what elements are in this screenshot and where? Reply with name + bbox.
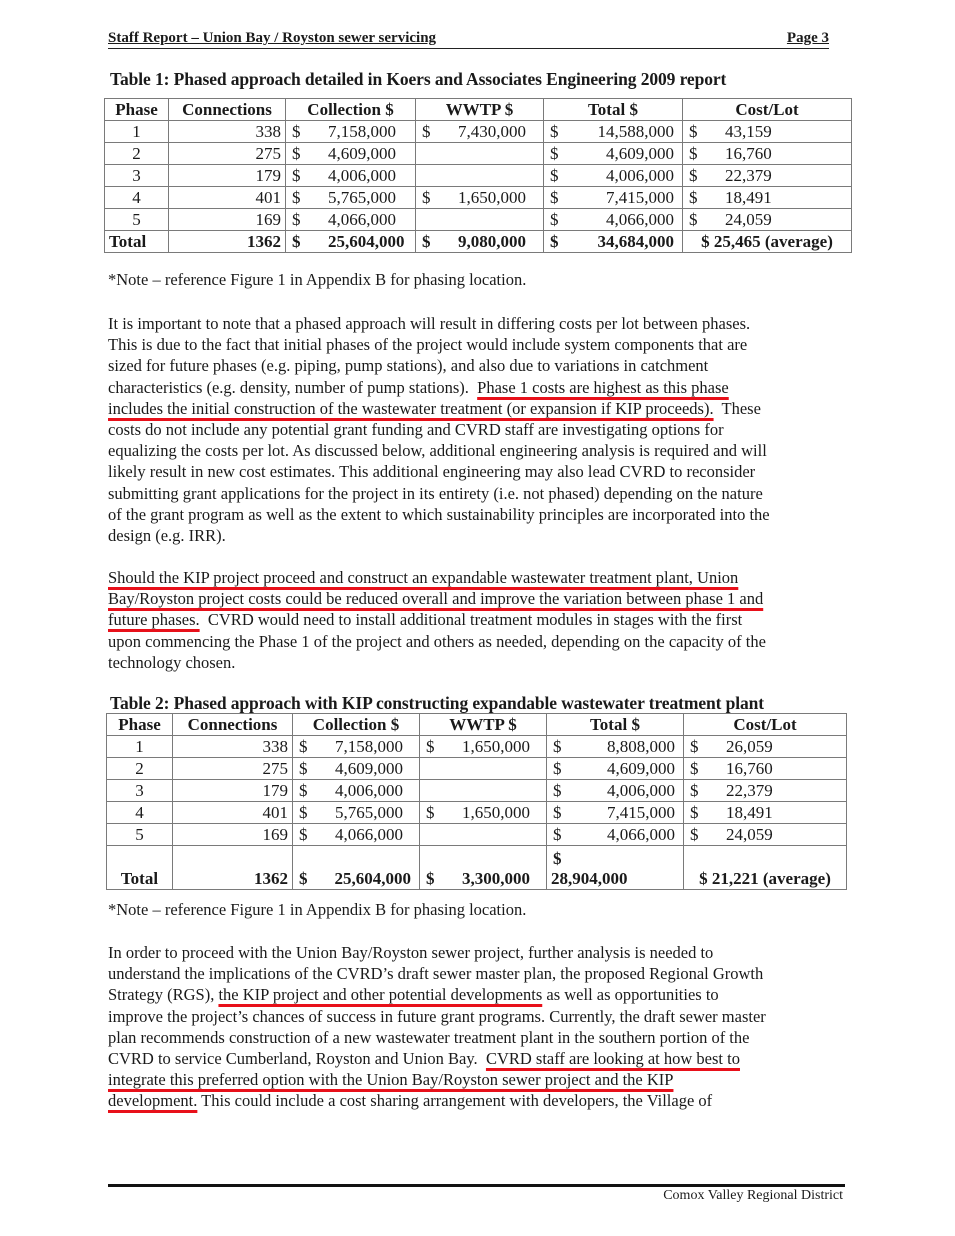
amount: 7,415,000 — [607, 802, 675, 822]
text-line — [108, 1006, 848, 1027]
money-value — [548, 166, 678, 186]
text-line — [108, 652, 848, 673]
cell-total — [547, 824, 684, 846]
money-value — [548, 122, 678, 142]
cell-phase: 5 — [105, 209, 169, 231]
cell-collection — [293, 736, 420, 758]
col-phase: Phase — [107, 714, 173, 736]
amount: 7,158,000 — [328, 121, 396, 141]
amount: 25,604,000 — [334, 869, 411, 888]
text-run: of the grant program as well as the extent to which sustainability principles are incorporated into the — [108, 504, 770, 524]
cell-cost-lot — [683, 209, 852, 231]
money-value — [420, 232, 539, 252]
highlighted-text: integrate this preferred option with the Union Bay/Royston sewer project and the KIP — [108, 1070, 674, 1090]
footer-organization: Comox Valley Regional District — [663, 1188, 843, 1203]
cell-connections: 169 — [169, 209, 286, 231]
cell-collection — [293, 846, 420, 890]
amount: 7,430,000 — [458, 121, 526, 141]
page-number: Page 3 — [786, 30, 829, 46]
currency-symbol: $ — [550, 187, 559, 207]
text-run: These — [713, 398, 761, 418]
cell-total — [547, 758, 684, 780]
cell-collection — [286, 187, 416, 209]
text-run: as well as opportunities to — [542, 985, 719, 1005]
text-line — [108, 419, 848, 440]
cell-cost-lot — [684, 736, 847, 758]
money-value — [290, 166, 411, 186]
currency-symbol: $ — [553, 824, 562, 844]
text-run: In order to proceed with the Union Bay/Royston sewer project, further analysis is needed to — [108, 943, 714, 962]
text-run: CVRD would need to install additional treatment modules in stages with the first — [199, 610, 743, 630]
money-value — [687, 122, 847, 142]
currency-symbol: $ — [689, 165, 698, 185]
currency-symbol: $ — [690, 824, 699, 844]
col-cost-lot: Cost/Lot — [683, 99, 852, 121]
money-value — [551, 759, 679, 779]
table-row — [107, 802, 847, 824]
text-run: upon commencing the Phase 1 of the project and others as needed, depending on the capacity of the — [108, 631, 766, 651]
text-run: costs do not include any potential grant funding and CVRD staff are investigating options for — [108, 419, 724, 439]
currency-symbol: $ — [422, 121, 431, 141]
amount: 22,379 — [726, 780, 773, 800]
cell-wwtp — [416, 121, 544, 143]
money-value — [688, 759, 842, 779]
col-cost-lot: Cost/Lot — [684, 714, 847, 736]
currency-symbol: $ — [299, 736, 308, 756]
cell-wwtp — [416, 187, 544, 209]
table1-caption: Table 1: Phased approach detailed in Koers and Associates Engineering 2009 report — [110, 69, 727, 89]
cell-phase: 5 — [107, 824, 173, 846]
text-line — [108, 1027, 848, 1048]
text-run: understand the implications of the CVRD’s draft sewer master plan, the proposed Regional Growth — [108, 964, 764, 984]
currency-symbol: $ — [299, 758, 308, 778]
money-value — [688, 803, 842, 823]
currency-symbol: $ — [550, 165, 559, 185]
money-value — [551, 781, 679, 801]
amount: 4,066,000 — [607, 824, 675, 844]
cell-cost-lot — [683, 187, 852, 209]
money-value — [688, 781, 842, 801]
currency-symbol: $ — [426, 802, 435, 822]
cell-total-label: Total — [107, 846, 173, 890]
cell-connections: 179 — [173, 780, 293, 802]
currency-symbol: $ — [550, 231, 559, 251]
money-value — [548, 210, 678, 230]
cell-phase: 1 — [107, 736, 173, 758]
text-line — [108, 1090, 848, 1111]
text-run: This is due to the fact that initial phases of the project would include system components that are — [108, 335, 748, 355]
table2-caption: Table 2: Phased approach with KIP constructing expandable wastewater treatment plant — [110, 693, 765, 713]
amount: 28,904,000 — [551, 869, 628, 888]
highlighted-text: includes the initial construction of the wastewater treatment (or expansion if KIP proceeds). — [108, 398, 714, 418]
cell-phase: 4 — [107, 802, 173, 824]
amount: 4,609,000 — [606, 143, 674, 163]
cell-phase: 1 — [105, 121, 169, 143]
table-row — [105, 165, 852, 187]
amount: 4,066,000 — [606, 209, 674, 229]
currency-symbol: $ — [299, 869, 308, 888]
text-run: improve the project’s chances of success in future grant programs. Currently, the draft sewer master — [108, 1006, 766, 1026]
currency-symbol: $ — [689, 143, 698, 163]
text-run: Strategy (RGS), — [108, 985, 219, 1005]
amount: 22,379 — [725, 165, 772, 185]
currency-symbol: $ — [690, 758, 699, 778]
table-total-row — [105, 231, 852, 253]
text-line — [108, 609, 848, 630]
currency-symbol: $ — [299, 780, 308, 800]
cell-cost-lot — [683, 143, 852, 165]
currency-symbol: $ — [292, 165, 301, 185]
cell-collection — [293, 758, 420, 780]
amount: 7,158,000 — [335, 736, 403, 756]
money-value — [420, 122, 539, 142]
highlighted-text: development. — [108, 1091, 198, 1111]
cell-cost-lot — [684, 802, 847, 824]
cell-wwtp — [420, 780, 547, 802]
amount: 14,588,000 — [597, 121, 674, 141]
cell-collection — [293, 780, 420, 802]
text-line — [108, 567, 848, 588]
cell-total-label: Total — [105, 231, 169, 253]
money-value — [687, 188, 847, 208]
currency-symbol: $ — [689, 209, 698, 229]
text-run: equalizing the costs per lot. As discussed below, additional engineering analysis is required and will — [108, 441, 767, 461]
cell-total — [544, 231, 683, 253]
money-value — [551, 825, 679, 845]
currency-symbol: $ — [550, 143, 559, 163]
cell-wwtp — [420, 824, 547, 846]
cell-connections: 1362 — [173, 846, 293, 890]
table2-header-row — [107, 714, 847, 736]
cell-cost-lot — [683, 121, 852, 143]
cell-connections: 1362 — [169, 231, 286, 253]
cell-wwtp — [420, 758, 547, 780]
money-value — [290, 122, 411, 142]
highlighted-text: Phase 1 costs are highest as this phase — [477, 377, 729, 397]
text-run: characteristics (e.g. density, number of pump stations). — [108, 377, 478, 397]
text-line — [108, 483, 848, 504]
cell-cost-lot — [683, 165, 852, 187]
currency-symbol: $ — [689, 121, 698, 141]
text-line — [108, 1069, 848, 1090]
currency-symbol: $ — [553, 780, 562, 800]
amount: 4,609,000 — [328, 143, 396, 163]
cell-total — [544, 143, 683, 165]
text-line — [108, 525, 848, 546]
text-line — [108, 377, 848, 398]
amount: 18,491 — [725, 187, 772, 207]
cell-connections: 179 — [169, 165, 286, 187]
amount: 4,609,000 — [607, 758, 675, 778]
money-value — [297, 781, 415, 801]
text-line — [108, 1048, 848, 1069]
cell-phase: 2 — [105, 143, 169, 165]
amount: 5,765,000 — [328, 187, 396, 207]
currency-symbol: $ — [553, 758, 562, 778]
money-value — [688, 737, 842, 757]
cell-wwtp — [420, 846, 547, 890]
cell-collection — [286, 143, 416, 165]
money-value — [424, 869, 542, 889]
currency-symbol: $ — [689, 187, 698, 207]
paragraph-kip-scenario — [108, 567, 848, 673]
amount: 7,415,000 — [606, 187, 674, 207]
amount: 1,650,000 — [458, 187, 526, 207]
amount: 4,006,000 — [607, 780, 675, 800]
text-run: plan recommends construction of a new wastewater treatment plant in the southern portion of the — [108, 1027, 750, 1047]
cell-phase: 3 — [107, 780, 173, 802]
amount: 16,760 — [725, 143, 772, 163]
cell-connections: 338 — [169, 121, 286, 143]
money-value — [290, 232, 411, 252]
currency-symbol: $ — [690, 802, 699, 822]
amount: 4,006,000 — [606, 165, 674, 185]
currency-symbol: $ — [292, 187, 301, 207]
money-value — [548, 144, 678, 164]
amount: 34,684,000 — [597, 231, 674, 251]
cell-wwtp — [416, 143, 544, 165]
cell-wwtp — [416, 209, 544, 231]
text-run: technology chosen. — [108, 652, 236, 672]
currency-symbol: $ — [553, 849, 562, 868]
cell-total — [544, 209, 683, 231]
cell-total — [544, 187, 683, 209]
highlighted-text: CVRD staff are looking at how best to — [485, 1048, 740, 1068]
cell-total — [547, 802, 684, 824]
currency-symbol: $ — [426, 869, 435, 888]
cell-connections: 401 — [173, 802, 293, 824]
table-total-row — [107, 846, 847, 890]
paragraph-next-steps — [108, 942, 848, 1112]
currency-symbol: $ — [553, 802, 562, 822]
currency-symbol: $ — [299, 824, 308, 844]
text-run: design (e.g. IRR). — [108, 525, 226, 545]
money-value — [551, 737, 679, 757]
money-value — [687, 144, 847, 164]
money-value — [297, 803, 415, 823]
currency-symbol: $ — [690, 736, 699, 756]
cell-collection — [286, 165, 416, 187]
cell-collection — [293, 802, 420, 824]
amount: 4,066,000 — [335, 824, 403, 844]
cell-wwtp — [420, 802, 547, 824]
cell-connections: 275 — [169, 143, 286, 165]
table1 — [104, 98, 852, 253]
money-value — [297, 759, 415, 779]
highlighted-text: future phases. — [108, 610, 200, 630]
cell-connections: 275 — [173, 758, 293, 780]
currency-symbol: $ — [426, 736, 435, 756]
cell-cost-lot — [684, 758, 847, 780]
money-value — [548, 188, 678, 208]
cell-total — [547, 736, 684, 758]
currency-symbol: $ — [292, 121, 301, 141]
cell-wwtp — [416, 165, 544, 187]
currency-symbol: $ — [422, 187, 431, 207]
col-total: Total $ — [544, 99, 683, 121]
amount: 24,059 — [725, 209, 772, 229]
col-connections: Connections — [173, 714, 293, 736]
table2 — [106, 713, 847, 890]
amount: 4,066,000 — [328, 209, 396, 229]
text-line — [108, 631, 848, 652]
table2-note: *Note – reference Figure 1 in Appendix B for phasing location. — [108, 900, 527, 919]
cell-connections: 338 — [173, 736, 293, 758]
page-header — [108, 29, 829, 49]
table-row — [105, 187, 852, 209]
currency-symbol: $ — [550, 121, 559, 141]
money-value — [688, 825, 842, 845]
text-run: This could include a cost sharing arrangement with developers, the Village of — [197, 1091, 713, 1111]
highlighted-text: Bay/Royston project costs could be reduced overall and improve the variation between phase 1 and — [108, 589, 764, 609]
table1-note: *Note – reference Figure 1 in Appendix B for phasing location. — [108, 270, 527, 289]
cell-phase: 2 — [107, 758, 173, 780]
currency-symbol: $ — [292, 143, 301, 163]
amount: 4,609,000 — [335, 758, 403, 778]
cell-connections: 401 — [169, 187, 286, 209]
table-row — [107, 736, 847, 758]
text-line — [108, 942, 848, 963]
highlighted-text: the KIP project and other potential developments — [218, 985, 543, 1005]
currency-symbol: $ — [553, 736, 562, 756]
text-run: submitting grant applications for the project in its entirety (i.e. not phased) depending on the nature — [108, 483, 763, 503]
text-run: sized for future phases (e.g. piping, pump stations), and also due to variations in catchment — [108, 356, 709, 376]
text-line — [108, 984, 848, 1005]
highlighted-text: Should the KIP project proceed and construct an expandable wastewater treatment plant, Union — [108, 568, 739, 587]
text-line — [108, 461, 848, 482]
cell-collection — [286, 121, 416, 143]
cell-collection — [286, 209, 416, 231]
money-value — [420, 188, 539, 208]
money-value — [297, 869, 415, 889]
amount: 5,765,000 — [335, 802, 403, 822]
amount: 8,808,000 — [607, 736, 675, 756]
currency-symbol: $ — [292, 231, 301, 251]
text-line — [108, 588, 848, 609]
table-row — [105, 209, 852, 231]
cell-cost-lot — [684, 780, 847, 802]
col-collection: Collection $ — [293, 714, 420, 736]
text-line — [108, 440, 848, 461]
text-line — [108, 355, 848, 376]
report-title: Staff Report – Union Bay / Royston sewer servicing — [108, 30, 437, 46]
money-value — [297, 825, 415, 845]
text-line — [108, 313, 848, 334]
cell-collection — [293, 824, 420, 846]
currency-symbol: $ — [690, 780, 699, 800]
amount: 18,491 — [726, 802, 773, 822]
col-connections: Connections — [169, 99, 286, 121]
money-value — [687, 166, 847, 186]
cell-wwtp — [416, 231, 544, 253]
table-row — [105, 121, 852, 143]
amount: 24,059 — [726, 824, 773, 844]
table-row — [107, 780, 847, 802]
currency-symbol: $ — [422, 231, 431, 251]
cell-phase: 3 — [105, 165, 169, 187]
table-row — [107, 824, 847, 846]
cell-cost-lot — [684, 824, 847, 846]
cell-connections: 169 — [173, 824, 293, 846]
currency-symbol: $ — [292, 209, 301, 229]
text-run: CVRD to service Cumberland, Royston and Union Bay. — [108, 1048, 486, 1068]
currency-symbol: $ — [299, 802, 308, 822]
col-phase: Phase — [105, 99, 169, 121]
text-line — [108, 963, 848, 984]
money-value — [297, 737, 415, 757]
cell-wwtp — [420, 736, 547, 758]
money-value — [290, 210, 411, 230]
text-line — [108, 504, 848, 525]
amount: 9,080,000 — [458, 231, 526, 251]
money-value — [551, 803, 679, 823]
col-wwtp: WWTP $ — [416, 99, 544, 121]
text-run: likely result in new cost estimates. This additional engineering may also lead CVRD to reconsider — [108, 462, 756, 482]
money-value — [424, 803, 542, 823]
cell-total — [547, 780, 684, 802]
money-value — [687, 210, 847, 230]
table-row — [107, 758, 847, 780]
amount: 3,300,000 — [462, 869, 530, 888]
col-collection: Collection $ — [286, 99, 416, 121]
cell-cost-lot: $ 21,221 (average) — [684, 846, 847, 890]
cell-total — [544, 121, 683, 143]
currency-symbol: $ — [550, 209, 559, 229]
money-value — [424, 737, 542, 757]
cell-collection — [286, 231, 416, 253]
money-value — [290, 144, 411, 164]
money-value — [290, 188, 411, 208]
table1-header-row — [105, 99, 852, 121]
text-line — [108, 398, 848, 419]
amount: 26,059 — [726, 736, 773, 756]
amount: 1,650,000 — [462, 802, 530, 822]
table-row — [105, 143, 852, 165]
cell-cost-lot: $ 25,465 (average) — [683, 231, 852, 253]
amount: 4,006,000 — [335, 780, 403, 800]
text-line — [108, 334, 848, 355]
cell-total — [544, 165, 683, 187]
col-wwtp: WWTP $ — [420, 714, 547, 736]
money-value — [548, 232, 678, 252]
text-run: It is important to note that a phased approach will result in differing costs per lot between phases. — [108, 314, 751, 333]
amount: 43,159 — [725, 121, 772, 141]
cell-total — [547, 846, 684, 890]
col-total: Total $ — [547, 714, 684, 736]
paragraph-phased-costs — [108, 313, 848, 546]
cell-phase: 4 — [105, 187, 169, 209]
amount: 16,760 — [726, 758, 773, 778]
amount: 4,006,000 — [328, 165, 396, 185]
amount: 1,650,000 — [462, 736, 530, 756]
amount: 25,604,000 — [328, 231, 405, 251]
